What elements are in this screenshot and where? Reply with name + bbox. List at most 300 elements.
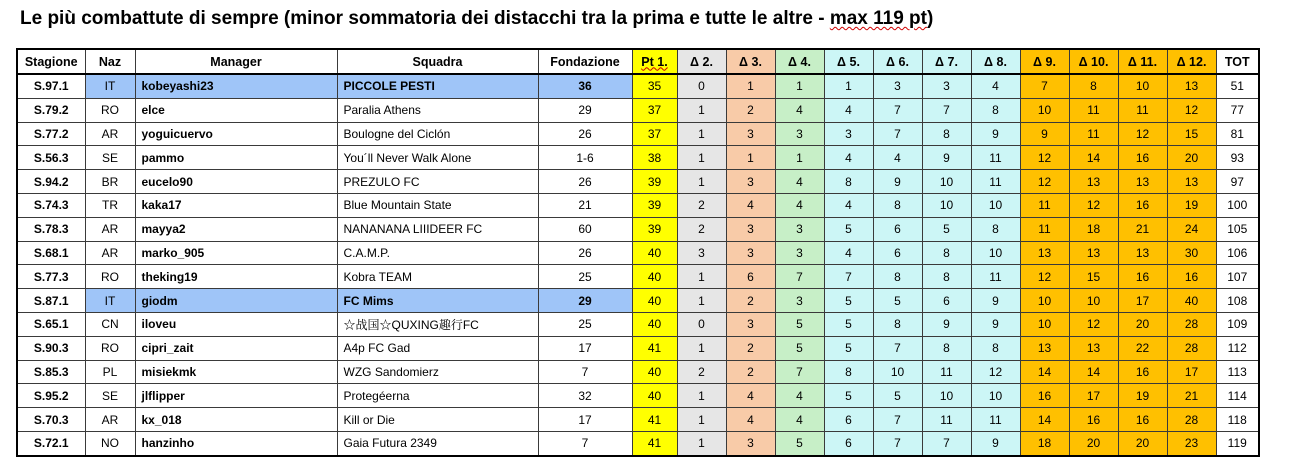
cell-pt1: 40 [632,384,677,408]
cell-delta-12: 28 [1167,336,1216,360]
cell-delta-5: 5 [824,336,873,360]
cell-delta-4: 4 [775,384,824,408]
cell-naz: SE [85,384,135,408]
cell-delta-6: 9 [873,170,922,194]
header-d9: Δ 9. [1020,49,1069,74]
cell-delta-9: 10 [1020,289,1069,313]
cell-delta-12: 21 [1167,384,1216,408]
cell-delta-10: 13 [1069,336,1118,360]
cell-naz: SE [85,146,135,170]
cell-delta-3: 3 [726,217,775,241]
cell-squadra: ☆战国☆QUXING趣行FC [337,312,538,336]
cell-delta-11: 16 [1118,408,1167,432]
cell-delta-8: 8 [971,336,1020,360]
cell-delta-3: 3 [726,122,775,146]
cell-delta-6: 7 [873,122,922,146]
cell-delta-4: 7 [775,360,824,384]
cell-delta-6: 6 [873,217,922,241]
cell-tot: 118 [1216,408,1259,432]
cell-delta-10: 11 [1069,98,1118,122]
cell-naz: NO [85,431,135,455]
cell-tot: 112 [1216,336,1259,360]
cell-delta-5: 5 [824,289,873,313]
cell-delta-10: 18 [1069,217,1118,241]
cell-fondazione: 25 [538,265,632,289]
cell-stagione: S.70.3 [17,408,85,432]
cell-manager: pammo [135,146,337,170]
cell-fondazione: 21 [538,193,632,217]
cell-delta-6: 5 [873,384,922,408]
cell-delta-10: 17 [1069,384,1118,408]
cell-delta-12: 28 [1167,408,1216,432]
cell-delta-11: 20 [1118,312,1167,336]
cell-fondazione: 60 [538,217,632,241]
cell-delta-3: 2 [726,289,775,313]
cell-squadra: WZG Sandomierz [337,360,538,384]
cell-manager: misiekmk [135,360,337,384]
cell-manager: eucelo90 [135,170,337,194]
table-body [17,74,1259,456]
header-d8: Δ 8. [971,49,1020,74]
cell-delta-3: 2 [726,98,775,122]
cell-delta-2: 1 [677,170,726,194]
cell-tot: 81 [1216,122,1259,146]
cell-stagione: S.65.1 [17,312,85,336]
table-row [17,265,1259,289]
cell-tot: 113 [1216,360,1259,384]
cell-delta-3: 3 [726,312,775,336]
cell-tot: 107 [1216,265,1259,289]
cell-delta-3: 1 [726,74,775,98]
table-row [17,408,1259,432]
cell-naz: IT [85,74,135,98]
cell-delta-6: 7 [873,336,922,360]
table-row [17,193,1259,217]
cell-pt1: 39 [632,170,677,194]
cell-stagione: S.77.3 [17,265,85,289]
cell-delta-5: 4 [824,146,873,170]
cell-stagione: S.77.2 [17,122,85,146]
cell-stagione: S.97.1 [17,74,85,98]
cell-delta-6: 8 [873,193,922,217]
table-row [17,217,1259,241]
cell-delta-8: 9 [971,122,1020,146]
cell-pt1: 41 [632,336,677,360]
cell-delta-11: 10 [1118,74,1167,98]
ranking-table [16,48,1260,457]
cell-delta-4: 4 [775,170,824,194]
cell-delta-11: 20 [1118,431,1167,455]
cell-stagione: S.68.1 [17,241,85,265]
cell-delta-10: 13 [1069,170,1118,194]
cell-delta-3: 2 [726,360,775,384]
cell-delta-5: 8 [824,170,873,194]
table-row [17,384,1259,408]
cell-delta-11: 17 [1118,289,1167,313]
cell-delta-10: 12 [1069,312,1118,336]
cell-delta-8: 8 [971,98,1020,122]
cell-tot: 119 [1216,431,1259,455]
cell-fondazione: 1-6 [538,146,632,170]
cell-delta-6: 5 [873,289,922,313]
cell-delta-9: 12 [1020,146,1069,170]
cell-delta-4: 4 [775,193,824,217]
cell-delta-10: 14 [1069,146,1118,170]
cell-fondazione: 26 [538,241,632,265]
cell-delta-3: 1 [726,146,775,170]
cell-delta-9: 10 [1020,98,1069,122]
cell-delta-8: 11 [971,265,1020,289]
cell-delta-6: 6 [873,241,922,265]
cell-squadra: Kill or Die [337,408,538,432]
cell-delta-9: 11 [1020,217,1069,241]
cell-naz: AR [85,408,135,432]
cell-tot: 108 [1216,289,1259,313]
cell-delta-6: 4 [873,146,922,170]
cell-tot: 97 [1216,170,1259,194]
cell-delta-7: 10 [922,193,971,217]
cell-delta-3: 3 [726,241,775,265]
cell-naz: CN [85,312,135,336]
cell-delta-7: 10 [922,170,971,194]
cell-tot: 106 [1216,241,1259,265]
cell-delta-4: 1 [775,146,824,170]
cell-fondazione: 17 [538,336,632,360]
cell-delta-7: 8 [922,241,971,265]
cell-delta-12: 20 [1167,146,1216,170]
cell-tot: 109 [1216,312,1259,336]
table-row [17,312,1259,336]
cell-fondazione: 32 [538,384,632,408]
cell-naz: BR [85,170,135,194]
cell-squadra: A4p FC Gad [337,336,538,360]
cell-delta-4: 3 [775,217,824,241]
cell-delta-12: 13 [1167,170,1216,194]
header-d4: Δ 4. [775,49,824,74]
cell-delta-7: 8 [922,265,971,289]
cell-naz: IT [85,289,135,313]
cell-delta-12: 40 [1167,289,1216,313]
cell-delta-11: 16 [1118,193,1167,217]
cell-delta-2: 3 [677,241,726,265]
table-row [17,122,1259,146]
cell-delta-4: 7 [775,265,824,289]
cell-delta-3: 4 [726,408,775,432]
cell-delta-5: 4 [824,193,873,217]
cell-stagione: S.74.3 [17,193,85,217]
cell-delta-9: 13 [1020,241,1069,265]
cell-delta-9: 14 [1020,408,1069,432]
cell-delta-5: 4 [824,98,873,122]
cell-delta-8: 9 [971,431,1020,455]
cell-squadra: Boulogne del Ciclón [337,122,538,146]
cell-delta-11: 13 [1118,170,1167,194]
cell-delta-11: 21 [1118,217,1167,241]
cell-delta-7: 5 [922,217,971,241]
cell-stagione: S.94.2 [17,170,85,194]
cell-manager: yoguicuervo [135,122,337,146]
cell-delta-2: 1 [677,431,726,455]
cell-delta-5: 3 [824,122,873,146]
cell-stagione: S.87.1 [17,289,85,313]
cell-tot: 77 [1216,98,1259,122]
cell-manager: theking19 [135,265,337,289]
header-fondazione: Fondazione [538,49,632,74]
cell-delta-5: 7 [824,265,873,289]
cell-delta-6: 8 [873,265,922,289]
cell-delta-3: 6 [726,265,775,289]
cell-pt1: 37 [632,98,677,122]
cell-stagione: S.72.1 [17,431,85,455]
cell-naz: AR [85,122,135,146]
cell-delta-4: 3 [775,122,824,146]
cell-delta-2: 1 [677,336,726,360]
cell-manager: jlflipper [135,384,337,408]
cell-pt1: 40 [632,289,677,313]
cell-pt1: 41 [632,431,677,455]
cell-delta-2: 1 [677,122,726,146]
cell-manager: cipri_zait [135,336,337,360]
cell-delta-10: 15 [1069,265,1118,289]
cell-delta-9: 11 [1020,193,1069,217]
header-naz: Naz [85,49,135,74]
cell-delta-8: 11 [971,408,1020,432]
cell-manager: kobeyashi23 [135,74,337,98]
cell-delta-3: 4 [726,384,775,408]
cell-fondazione: 7 [538,360,632,384]
cell-delta-2: 2 [677,360,726,384]
cell-stagione: S.95.2 [17,384,85,408]
header-tot: TOT [1216,49,1259,74]
cell-manager: iloveu [135,312,337,336]
cell-delta-11: 12 [1118,122,1167,146]
cell-delta-10: 8 [1069,74,1118,98]
cell-squadra: Blue Mountain State [337,193,538,217]
cell-delta-9: 16 [1020,384,1069,408]
cell-delta-3: 3 [726,170,775,194]
cell-delta-11: 19 [1118,384,1167,408]
cell-delta-4: 4 [775,98,824,122]
title-max: max 119 pt [829,8,927,29]
cell-delta-4: 3 [775,241,824,265]
cell-fondazione: 26 [538,122,632,146]
cell-delta-8: 10 [971,241,1020,265]
cell-delta-11: 22 [1118,336,1167,360]
cell-delta-6: 8 [873,312,922,336]
cell-pt1: 38 [632,146,677,170]
cell-delta-7: 7 [922,431,971,455]
cell-delta-12: 24 [1167,217,1216,241]
cell-delta-10: 14 [1069,360,1118,384]
cell-delta-7: 8 [922,336,971,360]
title-text: Le più combattute di sempre (minor sommatoria dei distacchi tra la prima e tutte le altre - [20,8,830,29]
cell-delta-2: 1 [677,408,726,432]
cell-stagione: S.78.3 [17,217,85,241]
cell-manager: mayya2 [135,217,337,241]
cell-delta-9: 7 [1020,74,1069,98]
cell-delta-8: 4 [971,74,1020,98]
cell-delta-2: 1 [677,265,726,289]
cell-delta-10: 11 [1069,122,1118,146]
cell-pt1: 40 [632,241,677,265]
cell-delta-9: 12 [1020,265,1069,289]
cell-delta-11: 16 [1118,146,1167,170]
cell-delta-12: 16 [1167,265,1216,289]
table-row [17,336,1259,360]
cell-fondazione: 36 [538,74,632,98]
cell-delta-10: 10 [1069,289,1118,313]
cell-delta-7: 11 [922,360,971,384]
header-squadra: Squadra [337,49,538,74]
table-row [17,74,1259,98]
cell-delta-2: 0 [677,74,726,98]
cell-delta-7: 7 [922,98,971,122]
table-header-row [17,49,1259,74]
cell-manager: giodm [135,289,337,313]
cell-delta-8: 9 [971,289,1020,313]
cell-squadra: Kobra TEAM [337,265,538,289]
cell-delta-10: 16 [1069,408,1118,432]
cell-delta-9: 14 [1020,360,1069,384]
cell-delta-2: 1 [677,384,726,408]
cell-delta-7: 8 [922,122,971,146]
cell-stagione: S.90.3 [17,336,85,360]
cell-manager: kx_018 [135,408,337,432]
cell-pt1: 35 [632,74,677,98]
cell-delta-6: 7 [873,431,922,455]
header-stagione: Stagione [17,49,85,74]
cell-manager: kaka17 [135,193,337,217]
cell-delta-3: 3 [726,431,775,455]
cell-tot: 105 [1216,217,1259,241]
cell-squadra: NANANANA LIIIDEER FC [337,217,538,241]
cell-naz: RO [85,98,135,122]
cell-delta-5: 5 [824,384,873,408]
header-d6: Δ 6. [873,49,922,74]
cell-delta-5: 6 [824,408,873,432]
cell-delta-7: 9 [922,312,971,336]
cell-fondazione: 7 [538,431,632,455]
cell-naz: RO [85,265,135,289]
cell-delta-5: 5 [824,312,873,336]
cell-delta-9: 18 [1020,431,1069,455]
cell-delta-5: 8 [824,360,873,384]
cell-delta-12: 13 [1167,74,1216,98]
title-close: ) [926,8,934,29]
cell-squadra: You´ll Never Walk Alone [337,146,538,170]
cell-tot: 51 [1216,74,1259,98]
cell-fondazione: 26 [538,170,632,194]
cell-delta-5: 5 [824,217,873,241]
cell-delta-4: 3 [775,289,824,313]
cell-delta-12: 23 [1167,431,1216,455]
cell-fondazione: 29 [538,98,632,122]
cell-delta-7: 6 [922,289,971,313]
cell-manager: marko_905 [135,241,337,265]
cell-squadra: Paralia Athens [337,98,538,122]
header-d11: Δ 11. [1118,49,1167,74]
cell-naz: RO [85,336,135,360]
cell-delta-8: 11 [971,170,1020,194]
cell-delta-2: 0 [677,312,726,336]
header-d12: Δ 12. [1167,49,1216,74]
cell-stagione: S.56.3 [17,146,85,170]
cell-delta-11: 11 [1118,98,1167,122]
cell-delta-8: 9 [971,312,1020,336]
cell-delta-4: 5 [775,431,824,455]
cell-delta-12: 28 [1167,312,1216,336]
header-manager: Manager [135,49,337,74]
cell-delta-8: 12 [971,360,1020,384]
table-row [17,289,1259,313]
cell-delta-3: 4 [726,193,775,217]
cell-squadra: Gaia Futura 2349 [337,431,538,455]
cell-fondazione: 25 [538,312,632,336]
cell-naz: AR [85,241,135,265]
cell-delta-11: 16 [1118,360,1167,384]
cell-pt1: 39 [632,217,677,241]
table-row [17,431,1259,455]
cell-naz: PL [85,360,135,384]
cell-squadra: C.A.M.P. [337,241,538,265]
cell-delta-9: 13 [1020,336,1069,360]
cell-naz: AR [85,217,135,241]
cell-manager: elce [135,98,337,122]
cell-delta-9: 9 [1020,122,1069,146]
cell-delta-4: 1 [775,74,824,98]
cell-delta-2: 2 [677,217,726,241]
cell-squadra: Protegéerna [337,384,538,408]
cell-delta-7: 10 [922,384,971,408]
cell-delta-7: 3 [922,74,971,98]
cell-delta-8: 8 [971,217,1020,241]
cell-stagione: S.85.3 [17,360,85,384]
cell-delta-4: 5 [775,312,824,336]
cell-pt1: 40 [632,265,677,289]
cell-tot: 100 [1216,193,1259,217]
cell-delta-2: 1 [677,289,726,313]
cell-delta-12: 30 [1167,241,1216,265]
cell-fondazione: 17 [538,408,632,432]
cell-squadra: FC Mims [337,289,538,313]
cell-tot: 114 [1216,384,1259,408]
header-d2: Δ 2. [677,49,726,74]
cell-squadra: PREZULO FC [337,170,538,194]
cell-manager: hanzinho [135,431,337,455]
cell-pt1: 39 [632,193,677,217]
cell-delta-6: 3 [873,74,922,98]
cell-delta-6: 7 [873,98,922,122]
page-title [20,8,933,30]
table-row [17,241,1259,265]
table-row [17,146,1259,170]
cell-delta-9: 12 [1020,170,1069,194]
cell-delta-11: 13 [1118,241,1167,265]
cell-delta-12: 17 [1167,360,1216,384]
table-row [17,170,1259,194]
cell-delta-7: 9 [922,146,971,170]
cell-delta-4: 4 [775,408,824,432]
cell-delta-7: 11 [922,408,971,432]
cell-delta-10: 13 [1069,241,1118,265]
cell-delta-5: 6 [824,431,873,455]
cell-squadra: PICCOLE PESTI [337,74,538,98]
header-pt1: Pt 1. [632,49,677,74]
cell-stagione: S.79.2 [17,98,85,122]
cell-pt1: 37 [632,122,677,146]
cell-delta-5: 4 [824,241,873,265]
header-d7: Δ 7. [922,49,971,74]
